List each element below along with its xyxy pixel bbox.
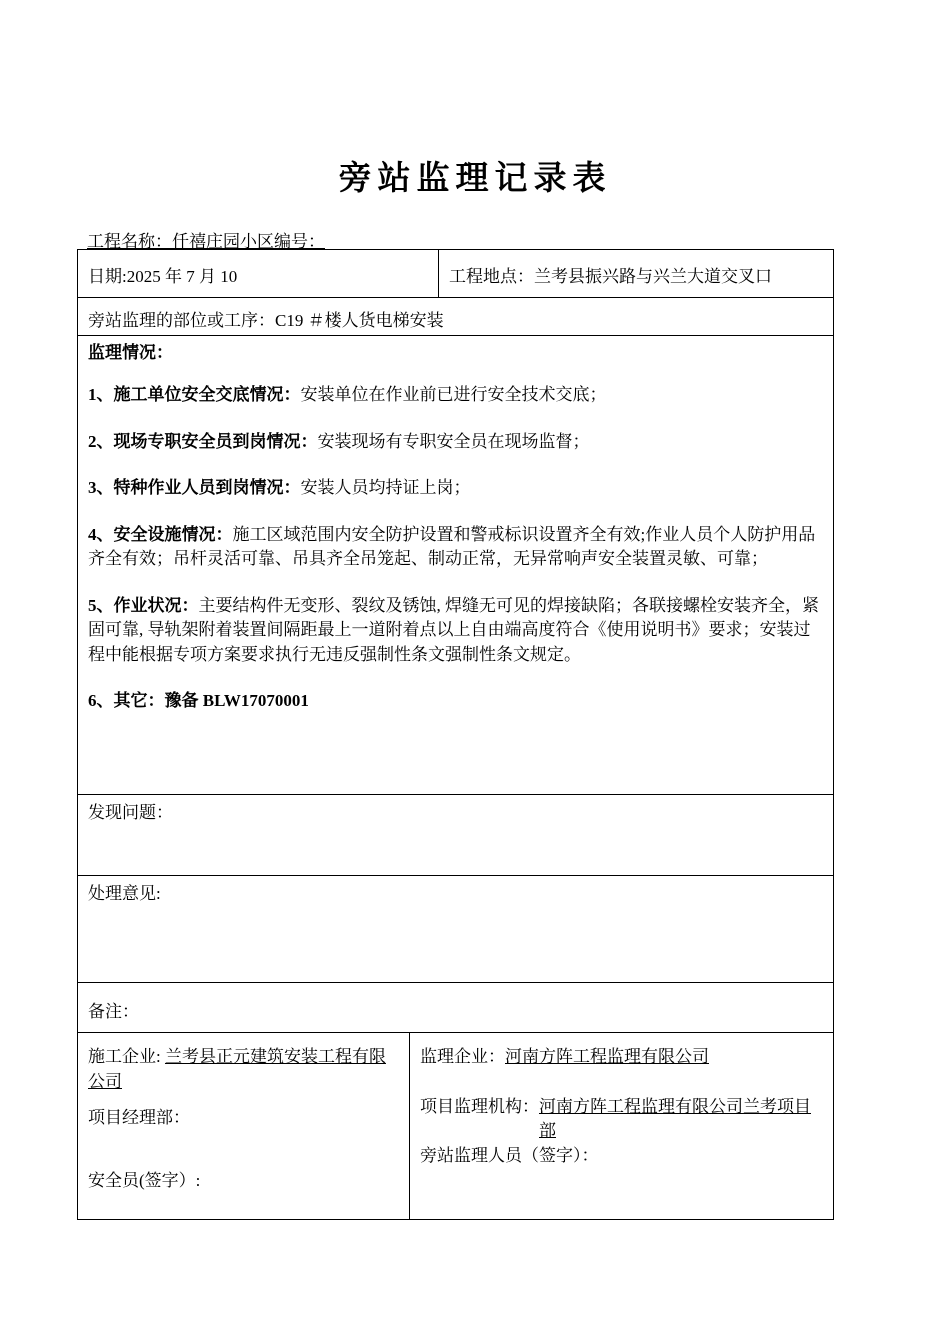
supervision-item: 1、施工单位安全交底情况：安装单位在作业前已进行安全技术交底； (88, 385, 607, 404)
problems-row (78, 795, 833, 876)
manager-label: 项目经理部： (88, 1108, 190, 1127)
date-cell (78, 250, 439, 297)
process-row (78, 298, 833, 336)
opinion-row (78, 876, 833, 983)
project-name-line: 工程名称：仟禧庄园小区编号： (87, 232, 325, 251)
supervision-item: 5、作业状况：主要结构件无变形、裂纹及锈蚀, 焊缝无可见的焊接缺陷；各联接螺栓安装齐全，紧固可靠, 导轨架附着装置间隔距最上一道附着点以上自由端高度符合《使用说明书》要求；安装过程中能根据专项方案要求执行无违反强制性条文强制性条文规定。 (88, 595, 819, 664)
supervisor-company: 监理企业：河南方阵工程监理有限公司 (420, 1047, 709, 1066)
supervision-item: 4、安全设施情况：施工区域范围内安全防护设置和警戒标识设置齐全有效;作业人员个人防护用品齐全有效；吊杆灵活可靠、吊具齐全吊笼起、制动正常，无异常响声安全装置灵敏、可靠； (88, 524, 816, 568)
supervision-item: 2、现场专职安全员到岗情况：安装现场有专职安全员在现场监督； (88, 431, 590, 451)
safety-officer-label: 安全员(签字）: (88, 1170, 201, 1190)
document-title: 旁站监理记录表 (338, 161, 612, 197)
supervision-row (78, 336, 833, 795)
remarks-row (78, 983, 833, 1033)
construction-cell (78, 1033, 410, 1219)
supervisor-cell (410, 1033, 833, 1219)
remarks-label: 备注： (88, 1002, 139, 1021)
location-text: 工程地点：兰考县振兴路与兴兰大道交叉口 (449, 267, 772, 286)
supervision-item: 6、其它：豫备 BLW17070001 (88, 691, 309, 710)
process-text: 旁站监理的部位或工序：C19 ＃楼人货电梯安装 (88, 311, 444, 330)
problems-label: 发现问题： (88, 803, 173, 822)
record-form (77, 249, 834, 1220)
location-cell (439, 250, 833, 297)
construction-company: 施工企业: 兰考县正元建筑安装工程有限公司 (88, 1047, 386, 1091)
supervisor-staff-label: 旁站监理人员（签字）： (420, 1145, 599, 1165)
signature-row (78, 1033, 833, 1219)
supervisor-agency: 项目监理机构： 河南方阵工程监理有限公司兰考项目部 (420, 1096, 811, 1140)
supervision-item: 3、特种作业人员到岗情况：安装人员均持证上岗； (88, 478, 471, 497)
date-text: 日期:2025 年 7 月 10 (88, 267, 238, 286)
date-location-row (78, 250, 833, 298)
opinion-label: 处理意见: (88, 884, 161, 903)
supervision-heading: 监理情况： (88, 343, 173, 362)
